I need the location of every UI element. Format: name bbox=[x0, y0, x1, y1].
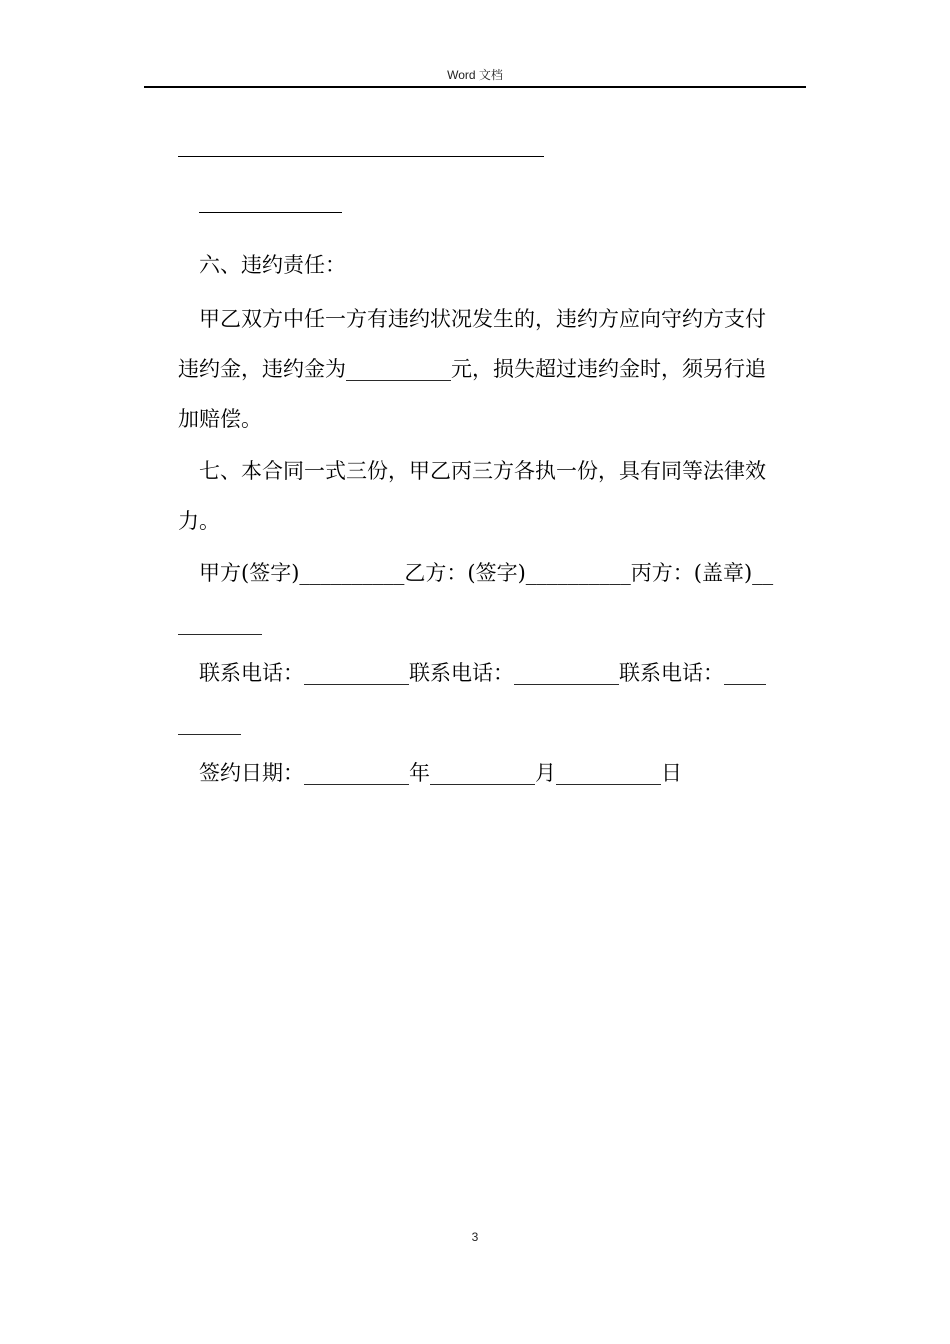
blank-line-long bbox=[178, 130, 806, 180]
penalty-heading: 六、违约责任： bbox=[199, 253, 346, 277]
signature-line-2: ________ bbox=[178, 611, 262, 635]
copies-clause-line-2: 力。 bbox=[178, 509, 220, 533]
penalty-text-line-1: 甲乙双方中任一方有违约状况发生的，违约方应向守约方支付 bbox=[199, 307, 766, 331]
document-body bbox=[178, 130, 806, 798]
copies-clause-line-1: 七、本合同一式三份，甲乙丙三方各执一份，具有同等法律效 bbox=[199, 459, 766, 483]
header-rule bbox=[144, 86, 806, 88]
penalty-text-line-3: 加赔偿。 bbox=[178, 407, 262, 431]
blank-line-short bbox=[178, 186, 806, 236]
page-number: 3 bbox=[471, 1230, 479, 1244]
page-header: Word 文档 bbox=[447, 68, 503, 82]
contact-line-1: 联系电话：__________联系电话：__________联系电话：____ bbox=[199, 661, 766, 685]
contact-line-2: ______ bbox=[178, 711, 241, 735]
signature-line-1: 甲方(签字)__________乙方：(签字)__________丙方：(盖章)__ bbox=[199, 561, 774, 585]
underline-blank bbox=[199, 212, 342, 213]
penalty-text-line-2: 违约金，违约金为__________元，损失超过违约金时，须另行追 bbox=[178, 357, 766, 381]
signing-date-line: 签约日期：__________年__________月__________日 bbox=[199, 761, 682, 785]
underline-blank bbox=[178, 156, 544, 157]
